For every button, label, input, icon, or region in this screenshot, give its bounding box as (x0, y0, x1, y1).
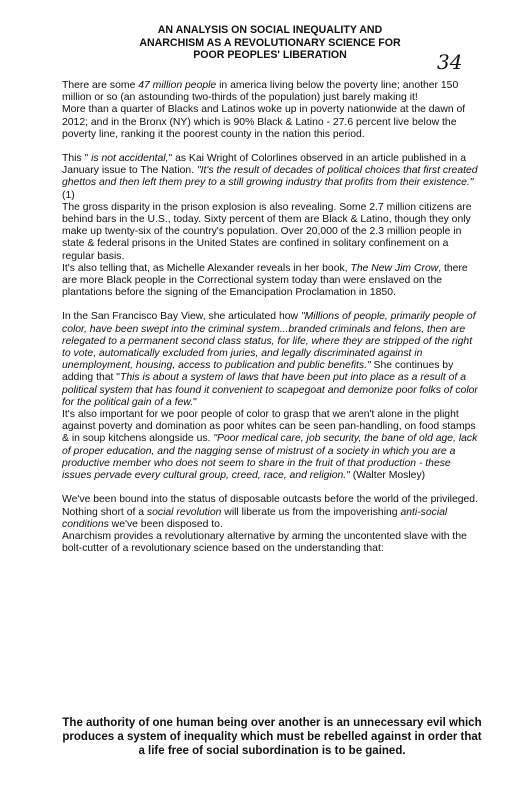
paragraph-new-jim-crow: It's also telling that, as Michelle Alexander reveals in her book, The New Jim Crow, there are more Black people in the Correctional system today than were enslaved on the plantations before the signing of the Emancipation Proclamation in 1850. (62, 262, 468, 299)
paragraph-bay-view: In the San Francisco Bay View, she articulated how "Millions of people, primarily people of color, have been swept into the criminal system...branded criminals and felons, then are relegated to a permanent second class status, for life, where they are stripped of the right to vote, automatically excluded from juries, and legally discriminated against in unemployment, housing, access to publication and public benefits." She continues by adding that "This is about a system of laws that have been put into place as a result of a political system that has found it convenient to scapegoat and demonize poor folks of color for the political gain of a few." (62, 311, 478, 408)
document-title (60, 24, 480, 62)
paragraph-bronx: More than a quarter of Blacks and Latinos woke up in poverty nationwide at the dawn of 2012; and in the Bronx (NY) which is 90% Black & Latino - 27.6 percent live below the poverty line, ranking it the poorest county in the nation this period. (62, 104, 466, 140)
title-line-2: ANARCHISM AS A REVOLUTIONARY SCIENCE FOR (139, 36, 401, 49)
paragraph-prison: The gross disparity in the prison explosion is also revealing. Some 2.7 million citizens are behind bars in the U.S., today. Sixty percent of them are Black & Latino, though they only make up twenty-six of the country's population. Over 20,000 of the 2.3 million people in state & federal prisons in the United States are confined in solitary confinement on a regular basis. (62, 201, 472, 262)
handwritten-page-number: 34 (437, 50, 463, 74)
title-line-1: AN ANALYSIS ON SOCIAL INEQUALITY AND (157, 24, 383, 36)
paragraph-walter-mosley: It's also important for we poor people of color to grasp that we aren't alone in the plight against poverty and domination as poor whites can be seen pan-handling, on food stamps & in soup kitchens alongside us. "Poor medical care, job security, the bane of old age, lack of proper education, and the nagging sense of mistrust of a society in which you are a productive member who does not seem to share in the fruit of that production - these issues pervade every cultural group, creed, race, and religion." (Walter Mosley) (62, 409, 478, 482)
paragraph-kai-wright: This " is not accidental," as Kai Wright of Colorlines observed in an article published in a January issue to The Nation. "It's the result of decades of political choices that first created ghettos and then left them prey to a still growing industry that profits from their existence." (1) (62, 153, 478, 201)
title-line-3: POOR PEOPLES' LIBERATION (193, 49, 347, 61)
conclusion-statement: The authority of one human being over another is an unnecessary evil which produces a system of inequality which must be rebelled against in order that a life free of social subordination is to be gained. (62, 717, 482, 757)
paragraph-social-revolution: Nothing short of a social revolution will liberate us from the impoverishing anti-social conditions we've been disposed to. (62, 506, 448, 530)
paragraph-poverty-stats: There are some 47 million people in america living below the poverty line; another 150 million or so (an astounding two-thirds of the population) just barely making it! (62, 80, 459, 104)
document-body (62, 80, 480, 555)
paragraph-anarchism: Anarchism provides a revolutionary alternative by arming the uncontented slave with the bolt-cutter of a revolutionary science based on the understanding that: (62, 530, 467, 555)
paragraph-outcasts: We've been bound into the status of disposable outcasts before the world of the privileged. (62, 494, 478, 506)
